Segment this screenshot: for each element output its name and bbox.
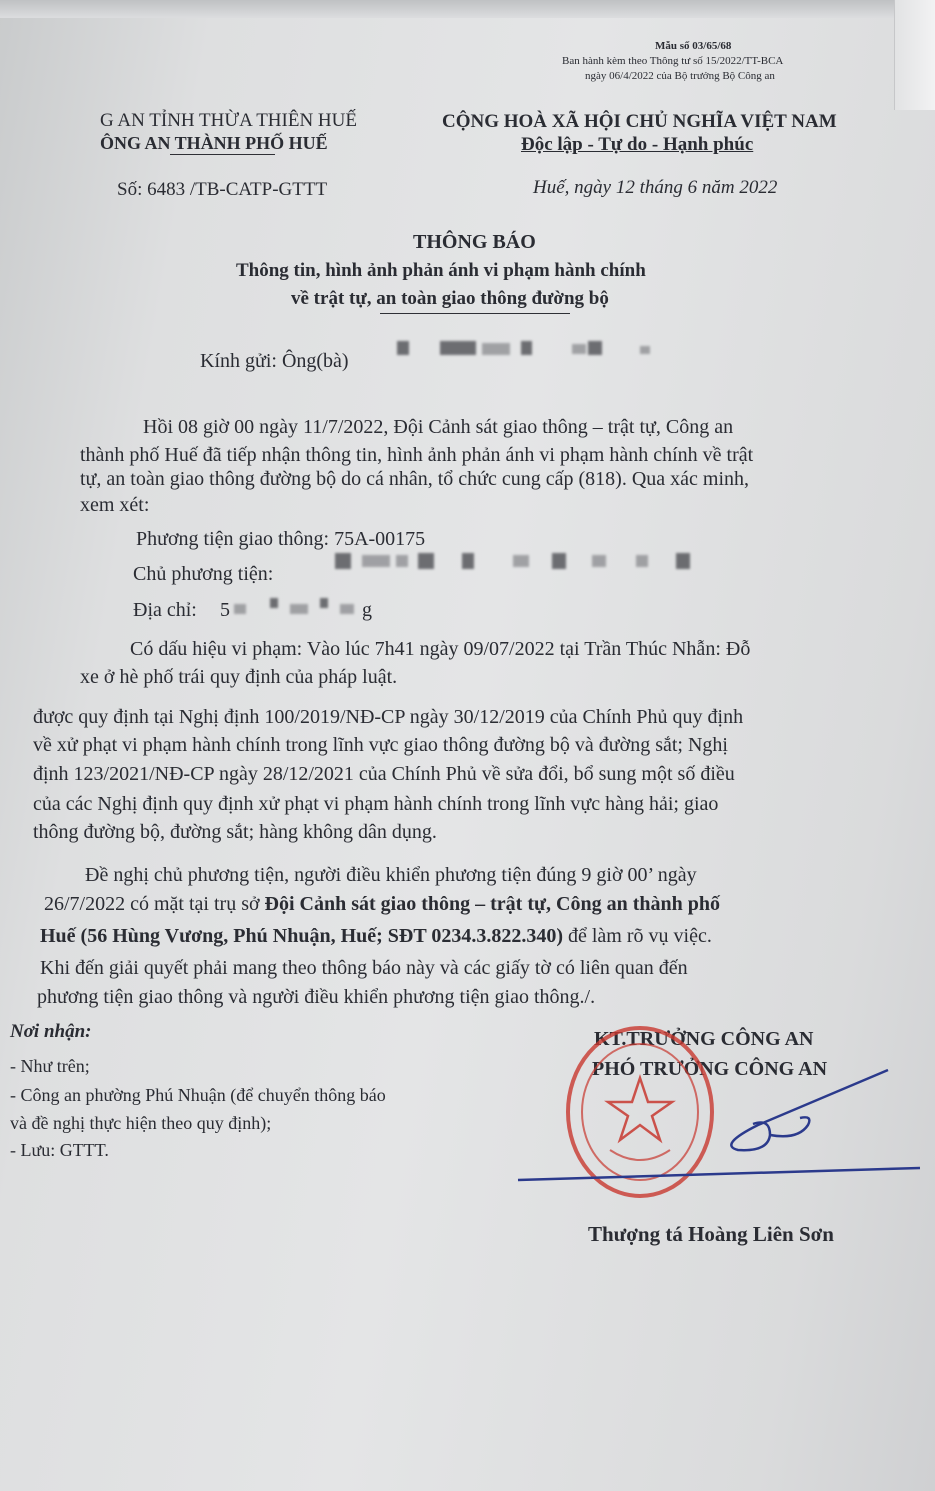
notice-title: THÔNG BÁO — [413, 231, 536, 253]
request-line4: Khi đến giải quyết phải mang theo thông báo này và các giấy tờ có liên quan đến — [40, 957, 688, 979]
issuer-agency: ÔNG AN THÀNH PHỐ HUẾ — [100, 133, 328, 153]
signer-role-1: KT.TRƯỞNG CÔNG AN — [594, 1028, 814, 1050]
folded-corner — [894, 0, 935, 110]
signer-role-2: PHÓ TRƯỞNG CÔNG AN — [592, 1058, 828, 1080]
page-edge — [0, 0, 935, 18]
title-underline — [380, 313, 570, 314]
notice-subtitle-2: về trật tự, an toàn giao thông đường bộ — [291, 288, 609, 309]
recipients-item-3: và đề nghị thực hiện theo quy định); — [10, 1113, 272, 1133]
signer-name: Thượng tá Hoàng Liên Sơn — [588, 1222, 834, 1246]
issuer-province: G AN TỈNH THỪA THIÊN HUẾ — [100, 110, 357, 131]
nation-motto: Độc lập - Tự do - Hạnh phúc — [521, 134, 754, 155]
violation-line2: xe ở hè phố trái quy định của pháp luật. — [80, 666, 398, 688]
legal-line3: định 123/2021/NĐ-CP ngày 28/12/2021 của Chính Phủ về sửa đổi, bổ sung một số điều — [33, 763, 735, 785]
recipients-item-1: - Như trên; — [10, 1056, 90, 1076]
request-line2-text: 26/7/2022 có mặt tại trụ sở — [44, 893, 265, 915]
notice-subtitle-1: Thông tin, hình ảnh phản ánh vi phạm hành chính — [236, 260, 646, 281]
owner-label: Chủ phương tiện: — [133, 563, 274, 585]
date-place: Huế, ngày 12 tháng 6 năm 2022 — [533, 177, 778, 198]
request-line1: Đề nghị chủ phương tiện, người điều khiển phương tiện đúng 9 giờ 00’ ngày — [85, 864, 697, 886]
body-p1-line4: xem xét: — [80, 494, 150, 516]
request-line3 — [40, 925, 712, 948]
legal-line1: được quy định tại Nghị định 100/2019/NĐ-CP ngày 30/12/2019 của Chính Phủ quy định — [33, 706, 744, 728]
form-number: Mẫu số 03/65/68 — [655, 40, 732, 52]
request-line2 — [44, 893, 720, 916]
violation-line1: Có dấu hiệu vi phạm: Vào lúc 7h41 ngày 09/07/2022 tại Trần Thúc Nhẫn: Đỗ — [130, 638, 751, 660]
nation-title: CỘNG HOÀ XÃ HỘI CHỦ NGHĨA VIỆT NAM — [442, 111, 837, 132]
issuer-underline — [170, 154, 275, 155]
recipients-item-4: - Lưu: GTTT. — [10, 1140, 109, 1160]
legal-line2: về xử phạt vi phạm hành chính trong lĩnh vực giao thông đường bộ và đường sắt; Nghị — [33, 734, 728, 756]
legal-line4: của các Nghị định quy định xử phạt vi phạm hành chính trong lĩnh vực hàng hải; giao — [33, 793, 719, 815]
body-p1-line1: Hồi 08 giờ 00 ngày 11/7/2022, Đội Cảnh sát giao thông – trật tự, Công an — [143, 416, 734, 438]
address-visible-start: 5 — [220, 599, 230, 621]
document-number: Số: 6483 /TB-CATP-GTTT — [117, 179, 328, 200]
form-issuance-date: ngày 06/4/2022 của Bộ trưởng Bộ Công an — [585, 70, 775, 82]
vehicle-plate: Phương tiện giao thông: 75A-00175 — [136, 528, 426, 550]
request-line2-bold: Đội Cảnh sát giao thông – trật tự, Công an thành phố — [264, 893, 720, 915]
address-visible-end: g — [362, 599, 372, 621]
request-line3-bold: Huế (56 Hùng Vương, Phú Nhuận, Huế; SĐT 0234.3.822.340) — [40, 925, 563, 947]
body-p1-line3: tự, an toàn giao thông đường bộ do cá nhân, tổ chức cung cấp (818). Qua xác minh, — [80, 468, 750, 490]
body-p1-line2: thành phố Huế đã tiếp nhận thông tin, hình ảnh phản ánh vi phạm hành chính về trật — [80, 444, 754, 466]
recipient-label: Kính gửi: Ông(bà) — [200, 350, 349, 372]
recipients-heading: Nơi nhận: — [10, 1021, 92, 1042]
handwritten-signature — [508, 1040, 928, 1200]
legal-line5: thông đường bộ, đường sắt; hàng không dân dụng. — [33, 821, 437, 843]
request-line5: phương tiện giao thông và người điều khiển phương tiện giao thông./. — [37, 986, 596, 1008]
request-line3-text: để làm rõ vụ việc. — [563, 925, 712, 947]
address-label: Địa chỉ: — [133, 599, 197, 621]
form-issuance-line: Ban hành kèm theo Thông tư số 15/2022/TT-BCA — [562, 55, 784, 67]
recipients-item-2: - Công an phường Phú Nhuận (để chuyển thông báo — [10, 1085, 386, 1105]
